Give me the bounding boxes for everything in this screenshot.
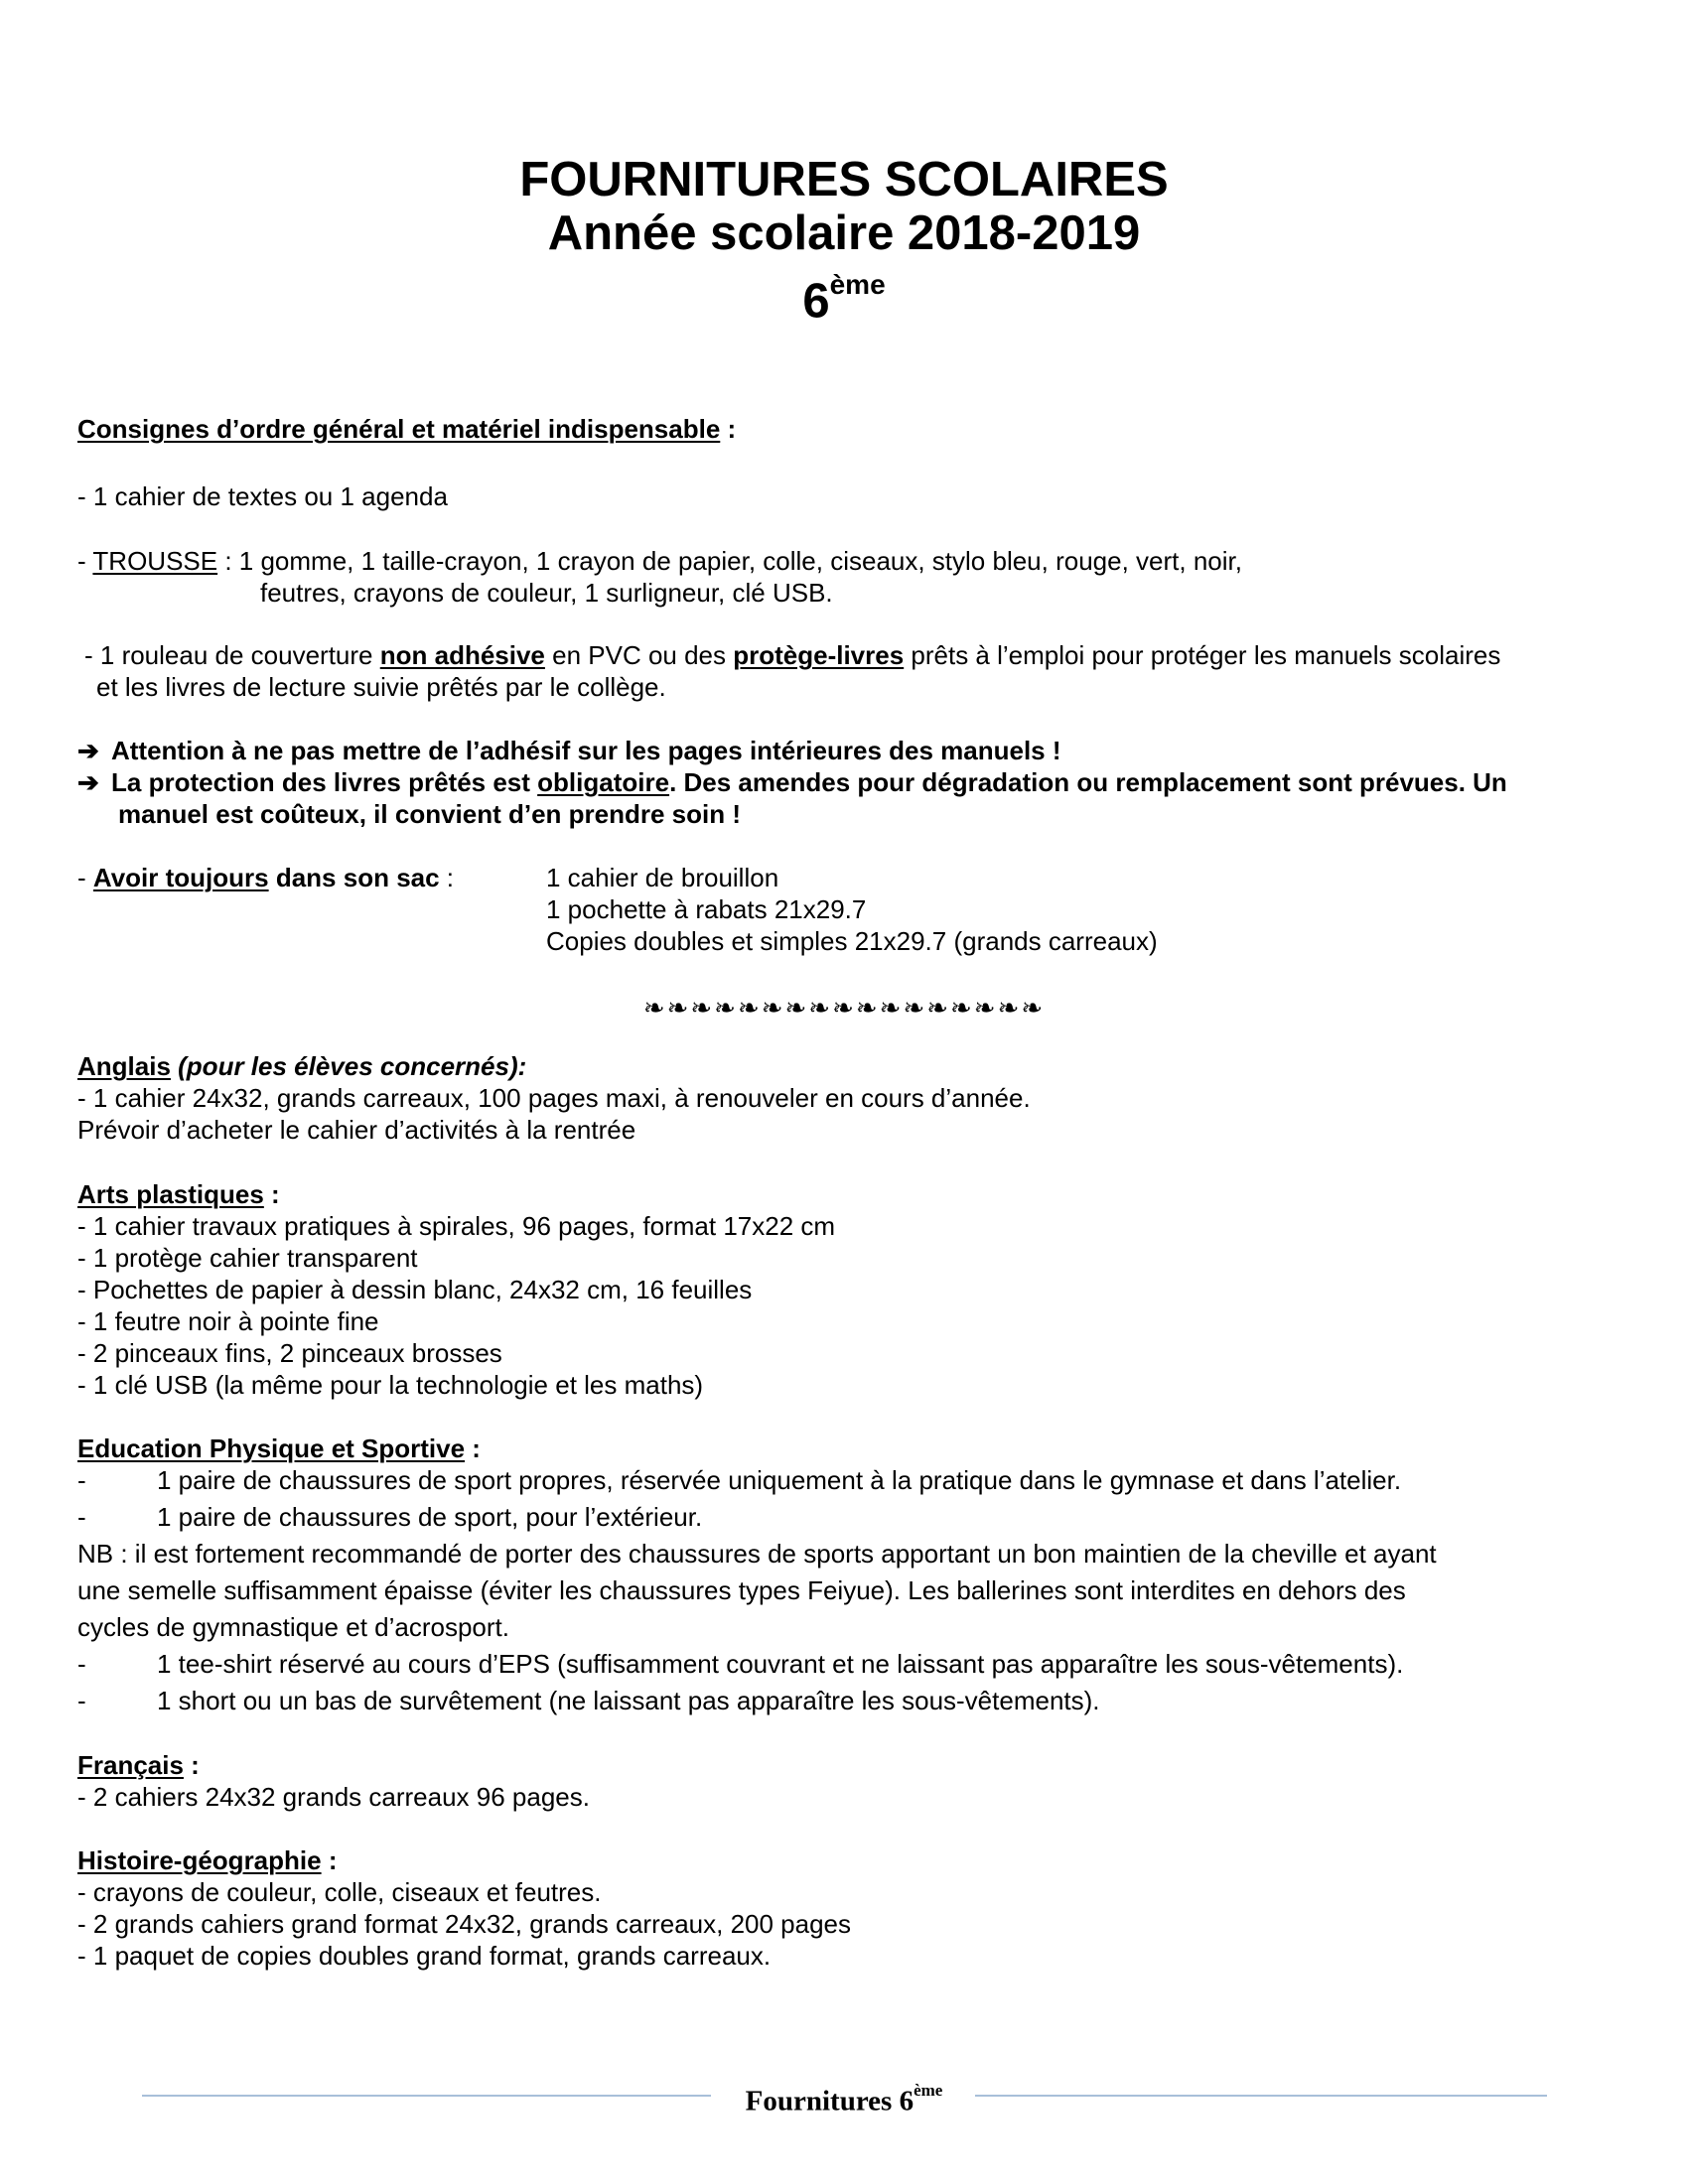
eps-note: cycles de gymnastique et d’acrosport. (77, 1612, 509, 1642)
bag-item: Copies doubles et simples 21x29.7 (grands carreaux) (546, 926, 1158, 956)
list-item: - 1 protège cahier transparent (77, 1243, 418, 1273)
class-level-suffix: ème (829, 269, 886, 300)
document-title: FOURNITURES SCOLAIRES (519, 153, 1169, 206)
list-item: - 2 pinceaux fins, 2 pinceaux brosses (77, 1338, 502, 1368)
cover-item: - 1 rouleau de couverture non adhésive en PVC ou des protège-livres prêts à l’emploi pour protéger les manuels scolaires (84, 640, 1501, 670)
list-item: - crayons de couleur, colle, ciseaux et feutres. (77, 1877, 602, 1907)
list-item: - 1 paire de chaussures de sport, pour l’extérieur. (77, 1502, 703, 1532)
class-level-number: 6 (802, 274, 830, 329)
trousse-label: TROUSSE (92, 546, 218, 576)
list-item: - 1 tee-shirt réservé au cours d’EPS (suffisamment couvrant et ne laissant pas apparaître les sous-vêtements). (77, 1649, 1404, 1679)
bag-item: 1 pochette à rabats 21x29.7 (546, 894, 867, 924)
page-footer: Fournitures 6ème (745, 2081, 943, 2117)
list-item: - 1 paire de chaussures de sport propres, réservée uniquement à la pratique dans le gymnase et dans l’atelier. (77, 1465, 1402, 1495)
warning-protection: ➔ La protection des livres prêtés est obligatoire. Des amendes pour dégradation ou remplacement sont prévues. Un (77, 767, 1507, 797)
list-item: - 1 feutre noir à pointe fine (77, 1306, 379, 1336)
mandatory-label: obligatoire (537, 767, 670, 797)
trousse-item-continued: feutres, crayons de couleur, 1 surligneur, clé USB. (260, 578, 833, 608)
list-item: - 1 clé USB (la même pour la technologie et les maths) (77, 1370, 704, 1400)
list-item: - 1 short ou un bas de survêtement (ne laissant pas apparaître les sous-vêtements). (77, 1686, 1100, 1715)
general-heading-text: Consignes d’ordre général et matériel indispensable (77, 414, 721, 444)
non-adhesive-label: non adhésive (379, 640, 545, 670)
book-protector-label: protège-livres (733, 640, 905, 670)
agenda-item: - 1 cahier de textes ou 1 agenda (77, 481, 448, 511)
arrow-icon: ➔ (77, 736, 99, 765)
general-heading: Consignes d’ordre général et matériel indispensable : (77, 414, 737, 444)
warning-adhesive: ➔ Attention à ne pas mettre de l’adhésif sur les pages intérieures des manuels ! (77, 736, 1061, 765)
arts-heading: Arts plastiques : (77, 1179, 280, 1209)
list-item: - 1 cahier 24x32, grands carreaux, 100 pages maxi, à renouveler en cours d’année. (77, 1083, 1031, 1113)
anglais-heading: Anglais (pour les élèves concernés): (77, 1051, 527, 1081)
cover-item-continued: et les livres de lecture suivie prêtés par le collège. (96, 672, 666, 702)
class-level (0, 264, 1688, 328)
list-item: - Pochettes de papier à dessin blanc, 24x32 cm, 16 feuilles (77, 1275, 753, 1304)
list-item: - 1 paquet de copies doubles grand format, grands carreaux. (77, 1941, 772, 1971)
eps-note: une semelle suffisamment épaisse (éviter les chaussures types Feiyue). Les ballerines sont interdites en dehors des (77, 1575, 1406, 1605)
list-item: - 2 grands cahiers grand format 24x32, grands carreaux, 200 pages (77, 1909, 852, 1939)
school-year: Année scolaire 2018-2019 (547, 206, 1141, 260)
warning-protection-continued: manuel est coûteux, il convient d’en prendre soin ! (118, 799, 742, 829)
arrow-icon: ➔ (77, 767, 99, 797)
trousse-item: - TROUSSE : 1 gomme, 1 taille-crayon, 1 crayon de papier, colle, ciseaux, stylo bleu, rouge, vert, noir, (77, 546, 1242, 576)
eps-note: NB : il est fortement recommandé de porter des chaussures de sports apportant un bon maintien de la cheville et ayant (77, 1539, 1437, 1569)
ornament-divider: ❧❧❧❧❧❧❧❧❧❧❧❧❧❧❧❧❧ (642, 993, 1046, 1023)
bag-item: 1 cahier de brouillon (546, 863, 779, 892)
eps-heading: Education Physique et Sportive : (77, 1433, 481, 1463)
bag-label-line: - Avoir toujours dans son sac : (77, 863, 455, 892)
list-item: Prévoir d’acheter le cahier d’activités à la rentrée (77, 1115, 636, 1145)
francais-heading: Français : (77, 1750, 200, 1780)
list-item: - 1 cahier travaux pratiques à spirales, 96 pages, format 17x22 cm (77, 1211, 836, 1241)
list-item: - 2 cahiers 24x32 grands carreaux 96 pages. (77, 1782, 590, 1812)
always-label: Avoir toujours (92, 863, 269, 892)
histoire-heading: Histoire-géographie : (77, 1845, 338, 1875)
